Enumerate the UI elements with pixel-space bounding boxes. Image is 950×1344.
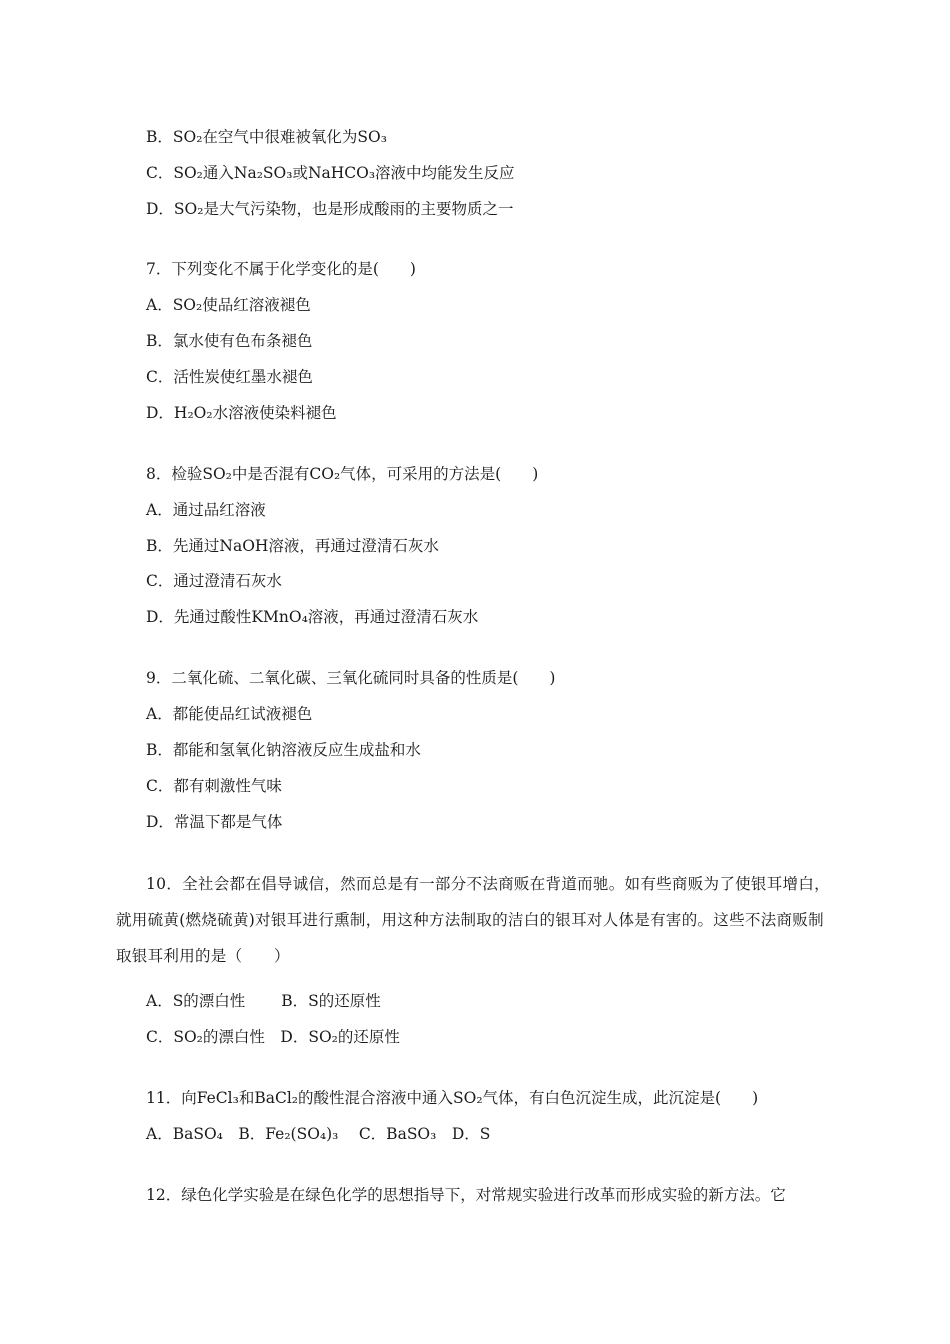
q10-stem: 10．全社会都在倡导诚信，然而总是有一部分不法商贩在背道而驰。如有些商贩为了使银耳增白，就用硫黄(燃烧硫黄)对银耳进行熏制，用这种方法制取的洁白的银耳对人体是有害的。这些不法商贩制取银耳利用的是（ ） (116, 875, 830, 965)
q6-option-d: D．SO₂是大气污染物，也是形成酸雨的主要物质之一 (146, 200, 514, 218)
q8-option-b: B．先通过NaOH溶液，再通过澄清石灰水 (146, 537, 439, 555)
q11-options: A．BaSO₄ B．Fe₂(SO₄)₃ C．BaSO₃ D．S (146, 1125, 491, 1143)
q9-stem: 9．二氧化硫、二氧化碳、三氧化硫同时具备的性质是( ) (146, 669, 556, 687)
q6-option-c: C．SO₂通入Na₂SO₃或NaHCO₃溶液中均能发生反应 (146, 164, 515, 182)
q8-option-d: D．先通过酸性KMnO₄溶液，再通过澄清石灰水 (146, 608, 479, 626)
q9-option-a: A．都能使品红试液褪色 (146, 705, 313, 723)
q9-option-c: C．都有刺激性气味 (146, 777, 282, 795)
q8-option-a: A．通过品红溶液 (146, 501, 266, 519)
q9-option-d: D．常温下都是气体 (146, 813, 283, 831)
q7-option-a: A．SO₂使品红溶液褪色 (146, 296, 311, 314)
q10-options-row1: A．S的漂白性 B．S的还原性 (146, 992, 381, 1010)
q10-options-row2: C．SO₂的漂白性 D．SO₂的还原性 (146, 1028, 400, 1046)
q11-stem: 11．向FeCl₃和BaCl₂的酸性混合溶液中通入SO₂气体，有白色沉淀生成，此沉淀是( ) (146, 1089, 759, 1107)
q7-option-c: C．活性炭使红墨水褪色 (146, 368, 313, 386)
q8-stem: 8．检验SO₂中是否混有CO₂气体，可采用的方法是( ) (146, 465, 539, 483)
q7-option-d: D．H₂O₂水溶液使染料褪色 (146, 404, 337, 422)
q12-stem: 12．绿色化学实验是在绿色化学的思想指导下，对常规实验进行改革而形成实验的新方法。它 (146, 1186, 786, 1204)
q6-option-b: B．SO₂在空气中很难被氧化为SO₃ (146, 128, 387, 146)
q9-option-b: B．都能和氢氧化钠溶液反应生成盐和水 (146, 741, 421, 759)
q7-stem: 7．下列变化不属于化学变化的是( ) (146, 260, 416, 278)
q7-option-b: B．氯水使有色布条褪色 (146, 332, 313, 350)
q8-option-c: C．通过澄清石灰水 (146, 572, 282, 590)
